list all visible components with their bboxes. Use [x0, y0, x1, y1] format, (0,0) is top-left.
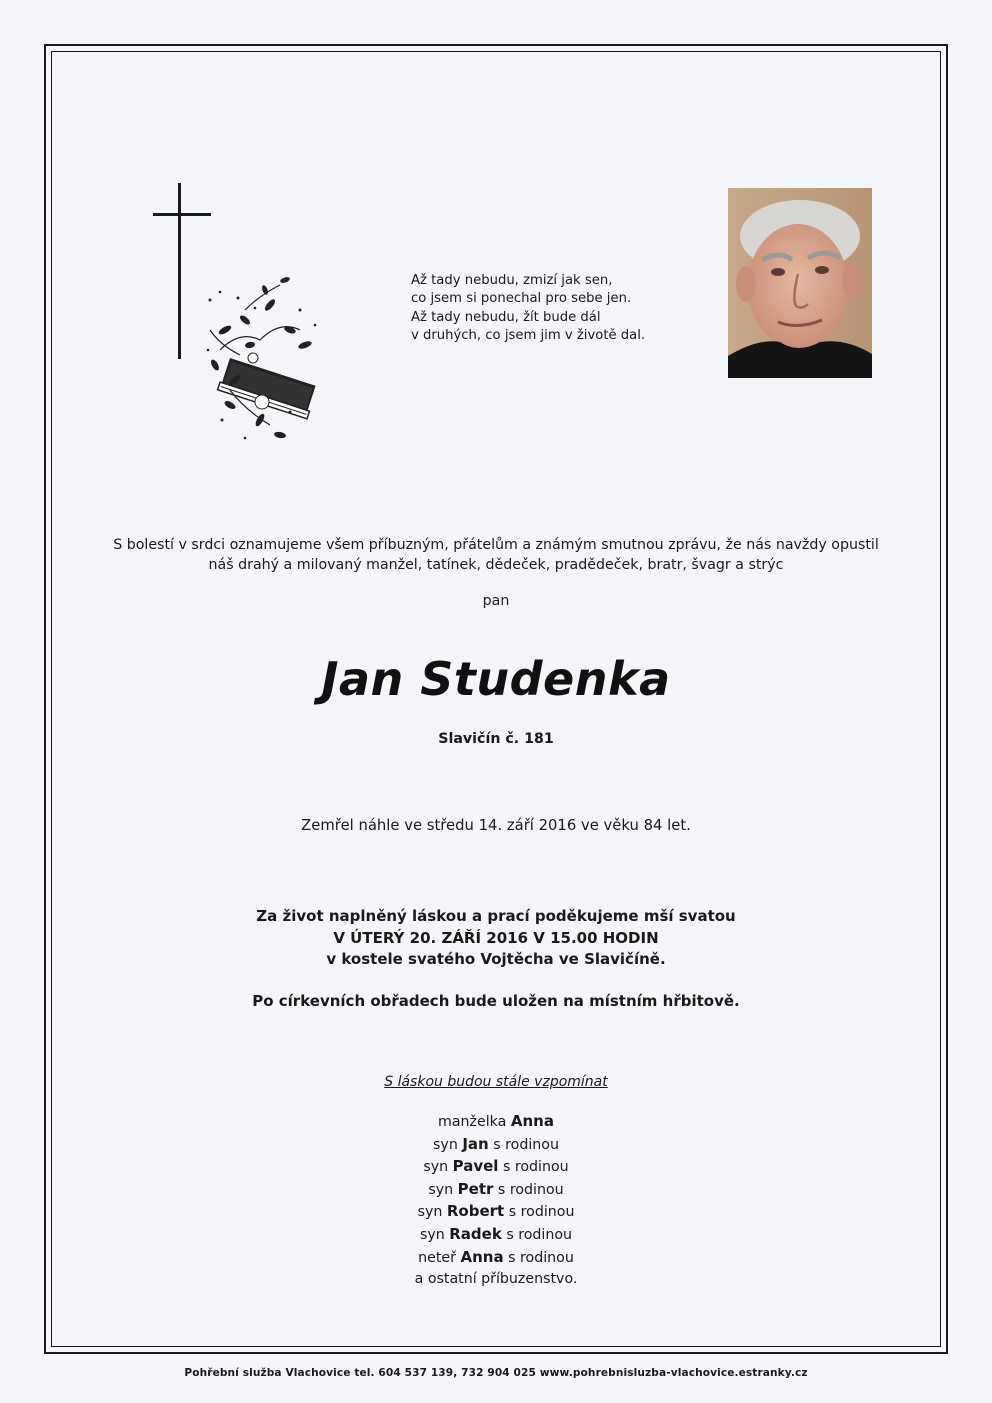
- honorific: pan: [482, 593, 510, 609]
- funeral-service-footer: Pohřební služba Vlachovice tel. 604 537 139, 732 904 025 www.pohrebnisluzba-vlachovice.estranky.cz: [184, 1367, 808, 1379]
- poem-line: Až tady nebudu, žít bude dál: [411, 309, 601, 325]
- portrait-photo: [728, 188, 872, 378]
- mourner-item: [52, 1224, 940, 1247]
- mourner-relation: manželka: [438, 1114, 507, 1130]
- mourner-item: [52, 1111, 940, 1134]
- poem: [411, 272, 691, 346]
- mourners-title: S láskou budou stále vzpomínat: [384, 1074, 608, 1090]
- ceremony-line: Za život naplněný láskou a prací poděkujeme mší svatou: [256, 907, 736, 925]
- mourner-relation: syn: [423, 1159, 449, 1176]
- mourner-name: Anna: [510, 1112, 554, 1130]
- mourner-suffix: s rodinou: [497, 1181, 564, 1198]
- mourner-suffix: s rodinou: [493, 1136, 559, 1153]
- burial-note: Po církevních obřadech bude uložen na místním hřbitově.: [252, 992, 740, 1010]
- ceremony-date: V ÚTERÝ 20. ZÁŘÍ 2016 V 15.00 HODIN: [333, 928, 659, 947]
- mourner-relation: syn: [419, 1226, 445, 1243]
- mourner-suffix: s rodinou: [508, 1204, 575, 1221]
- mourner-name: Jan: [462, 1134, 489, 1153]
- mourner-relation: syn: [433, 1136, 458, 1153]
- mourner-suffix: s rodinou: [502, 1159, 569, 1176]
- poem-line: co jsem si ponechal pro sebe jen.: [411, 291, 632, 307]
- death-note: Zemřel náhle ve středu 14. září 2016 ve věku 84 let.: [301, 817, 691, 834]
- mourner-item: [52, 1179, 940, 1202]
- poem-line: v druhých, co jsem jim v životě dal.: [411, 328, 646, 344]
- mourner-relation: syn: [428, 1181, 454, 1198]
- mourner-suffix: s rodinou: [508, 1249, 574, 1266]
- mourner-name: Anna: [460, 1247, 504, 1266]
- deceased-address: Slavičín č. 181: [438, 731, 554, 747]
- mourner-item: [52, 1156, 940, 1179]
- mourner-item: [52, 1134, 940, 1157]
- mourners-closing: a ostatní příbuzenstvo.: [414, 1271, 578, 1288]
- announcement-text: [52, 535, 940, 575]
- mourners-list: [52, 1111, 940, 1291]
- announcement-line: náš drahý a milovaný manžel, tatínek, dědeček, pradědeček, bratr, švagr a strýc: [208, 557, 784, 573]
- mourner-name: Radek: [449, 1224, 502, 1243]
- announcement-line: S bolestí v srdci oznamujeme všem příbuzným, přátelům a známým smutnou zprávu, že nás navždy opustil: [113, 537, 879, 553]
- mourner-relation: neteř: [418, 1249, 456, 1266]
- mourner-item: [52, 1247, 940, 1270]
- mourner-suffix: s rodinou: [506, 1226, 573, 1243]
- cross-book-flowers-icon: [150, 180, 335, 450]
- deceased-name: Jan Studenka: [321, 652, 671, 706]
- poem-line: Až tady nebudu, zmizí jak sen,: [411, 273, 613, 288]
- mourner-item: [52, 1201, 940, 1224]
- mourner-name: Pavel: [452, 1157, 499, 1176]
- mourner-name: Petr: [457, 1179, 494, 1198]
- mourner-relation: syn: [417, 1204, 443, 1221]
- ceremony-info: [52, 906, 940, 971]
- ceremony-place: v kostele svatého Vojtěcha ve Slavičíně.: [326, 950, 666, 968]
- mourner-name: Robert: [446, 1202, 505, 1221]
